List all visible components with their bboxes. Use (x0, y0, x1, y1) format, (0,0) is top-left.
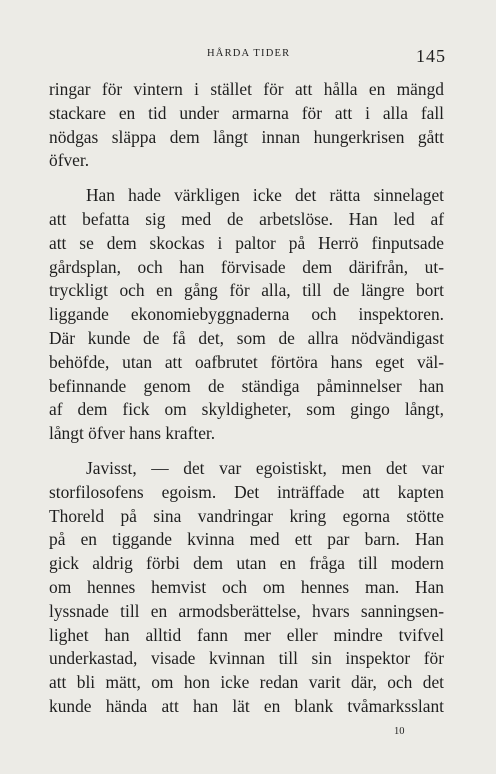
text-line: underkastad, visade kvinnan till sin inspektor för (49, 648, 444, 669)
running-title: HÅRDA TIDER (207, 48, 291, 59)
text-line: Där kunde de få det, som de allra nödvändigast (49, 327, 444, 348)
text-line: lyssnade till en armodsberättelse, hvars sanningsen- (49, 600, 444, 621)
text-line: tryckligt och en gång för alla, till de längre bort (49, 280, 444, 301)
text-line: befinnande genom de ständiga påminnelser han (49, 375, 444, 396)
body-text (49, 78, 444, 719)
text-line: om hennes hemvist och om hennes man. Han (49, 576, 444, 597)
text-line: behöfde, utan att oafbrutet förtöra hans eget väl- (49, 351, 444, 372)
text-line: att befatta sig med de arbetslöse. Han led af (49, 208, 444, 229)
text-line: Javisst, — det var egoistiskt, men det var (86, 457, 444, 478)
paragraph (49, 184, 444, 446)
paragraph (49, 457, 444, 719)
text-line: Han hade värkligen icke det rätta sinnelaget (86, 185, 444, 206)
paragraph-gap (49, 446, 444, 457)
text-line: Thoreld på sina vandringar kring egorna stötte (49, 505, 444, 526)
page-number: 145 (416, 46, 446, 66)
text-line: gårdsplan, och han förvisade dem därifrån, ut- (49, 256, 444, 277)
text-line: gick aldrig förbi dem utan en fråga till modern (49, 553, 444, 574)
text-line: att bli mätt, om hon icke redan varit där, och det (49, 672, 444, 693)
text-line: lighet han alltid fann mer eller mindre tvifvel (49, 624, 444, 645)
text-line: kunde hända att han lät en blank tvåmarksslant (49, 695, 444, 716)
paragraph (49, 78, 444, 173)
text-line: nödgas släppa dem långt innan hungerkrisen gått (49, 126, 444, 147)
text-line: stackare en tid under armarna för att i alla fall (49, 102, 444, 123)
text-line: öfver. (49, 150, 90, 171)
text-line: långt öfver hans krafter. (49, 423, 216, 444)
signature-mark: 10 (394, 726, 405, 737)
text-line: storfilosofens egoism. Det inträffade att kapten (49, 481, 444, 502)
text-line: på en tiggande kvinna med ett par barn. Han (49, 529, 444, 550)
text-line: af dem fick om skyldigheter, som gingo långt, (49, 399, 444, 420)
running-head (0, 46, 496, 66)
text-line: liggande ekonomiebyggnaderna och inspektoren. (49, 304, 444, 325)
paragraph-gap (49, 173, 444, 184)
text-line: att se dem skockas i paltor på Herrö finputsade (49, 232, 444, 253)
text-line: ringar för vintern i stället för att hålla en mängd (49, 79, 444, 99)
